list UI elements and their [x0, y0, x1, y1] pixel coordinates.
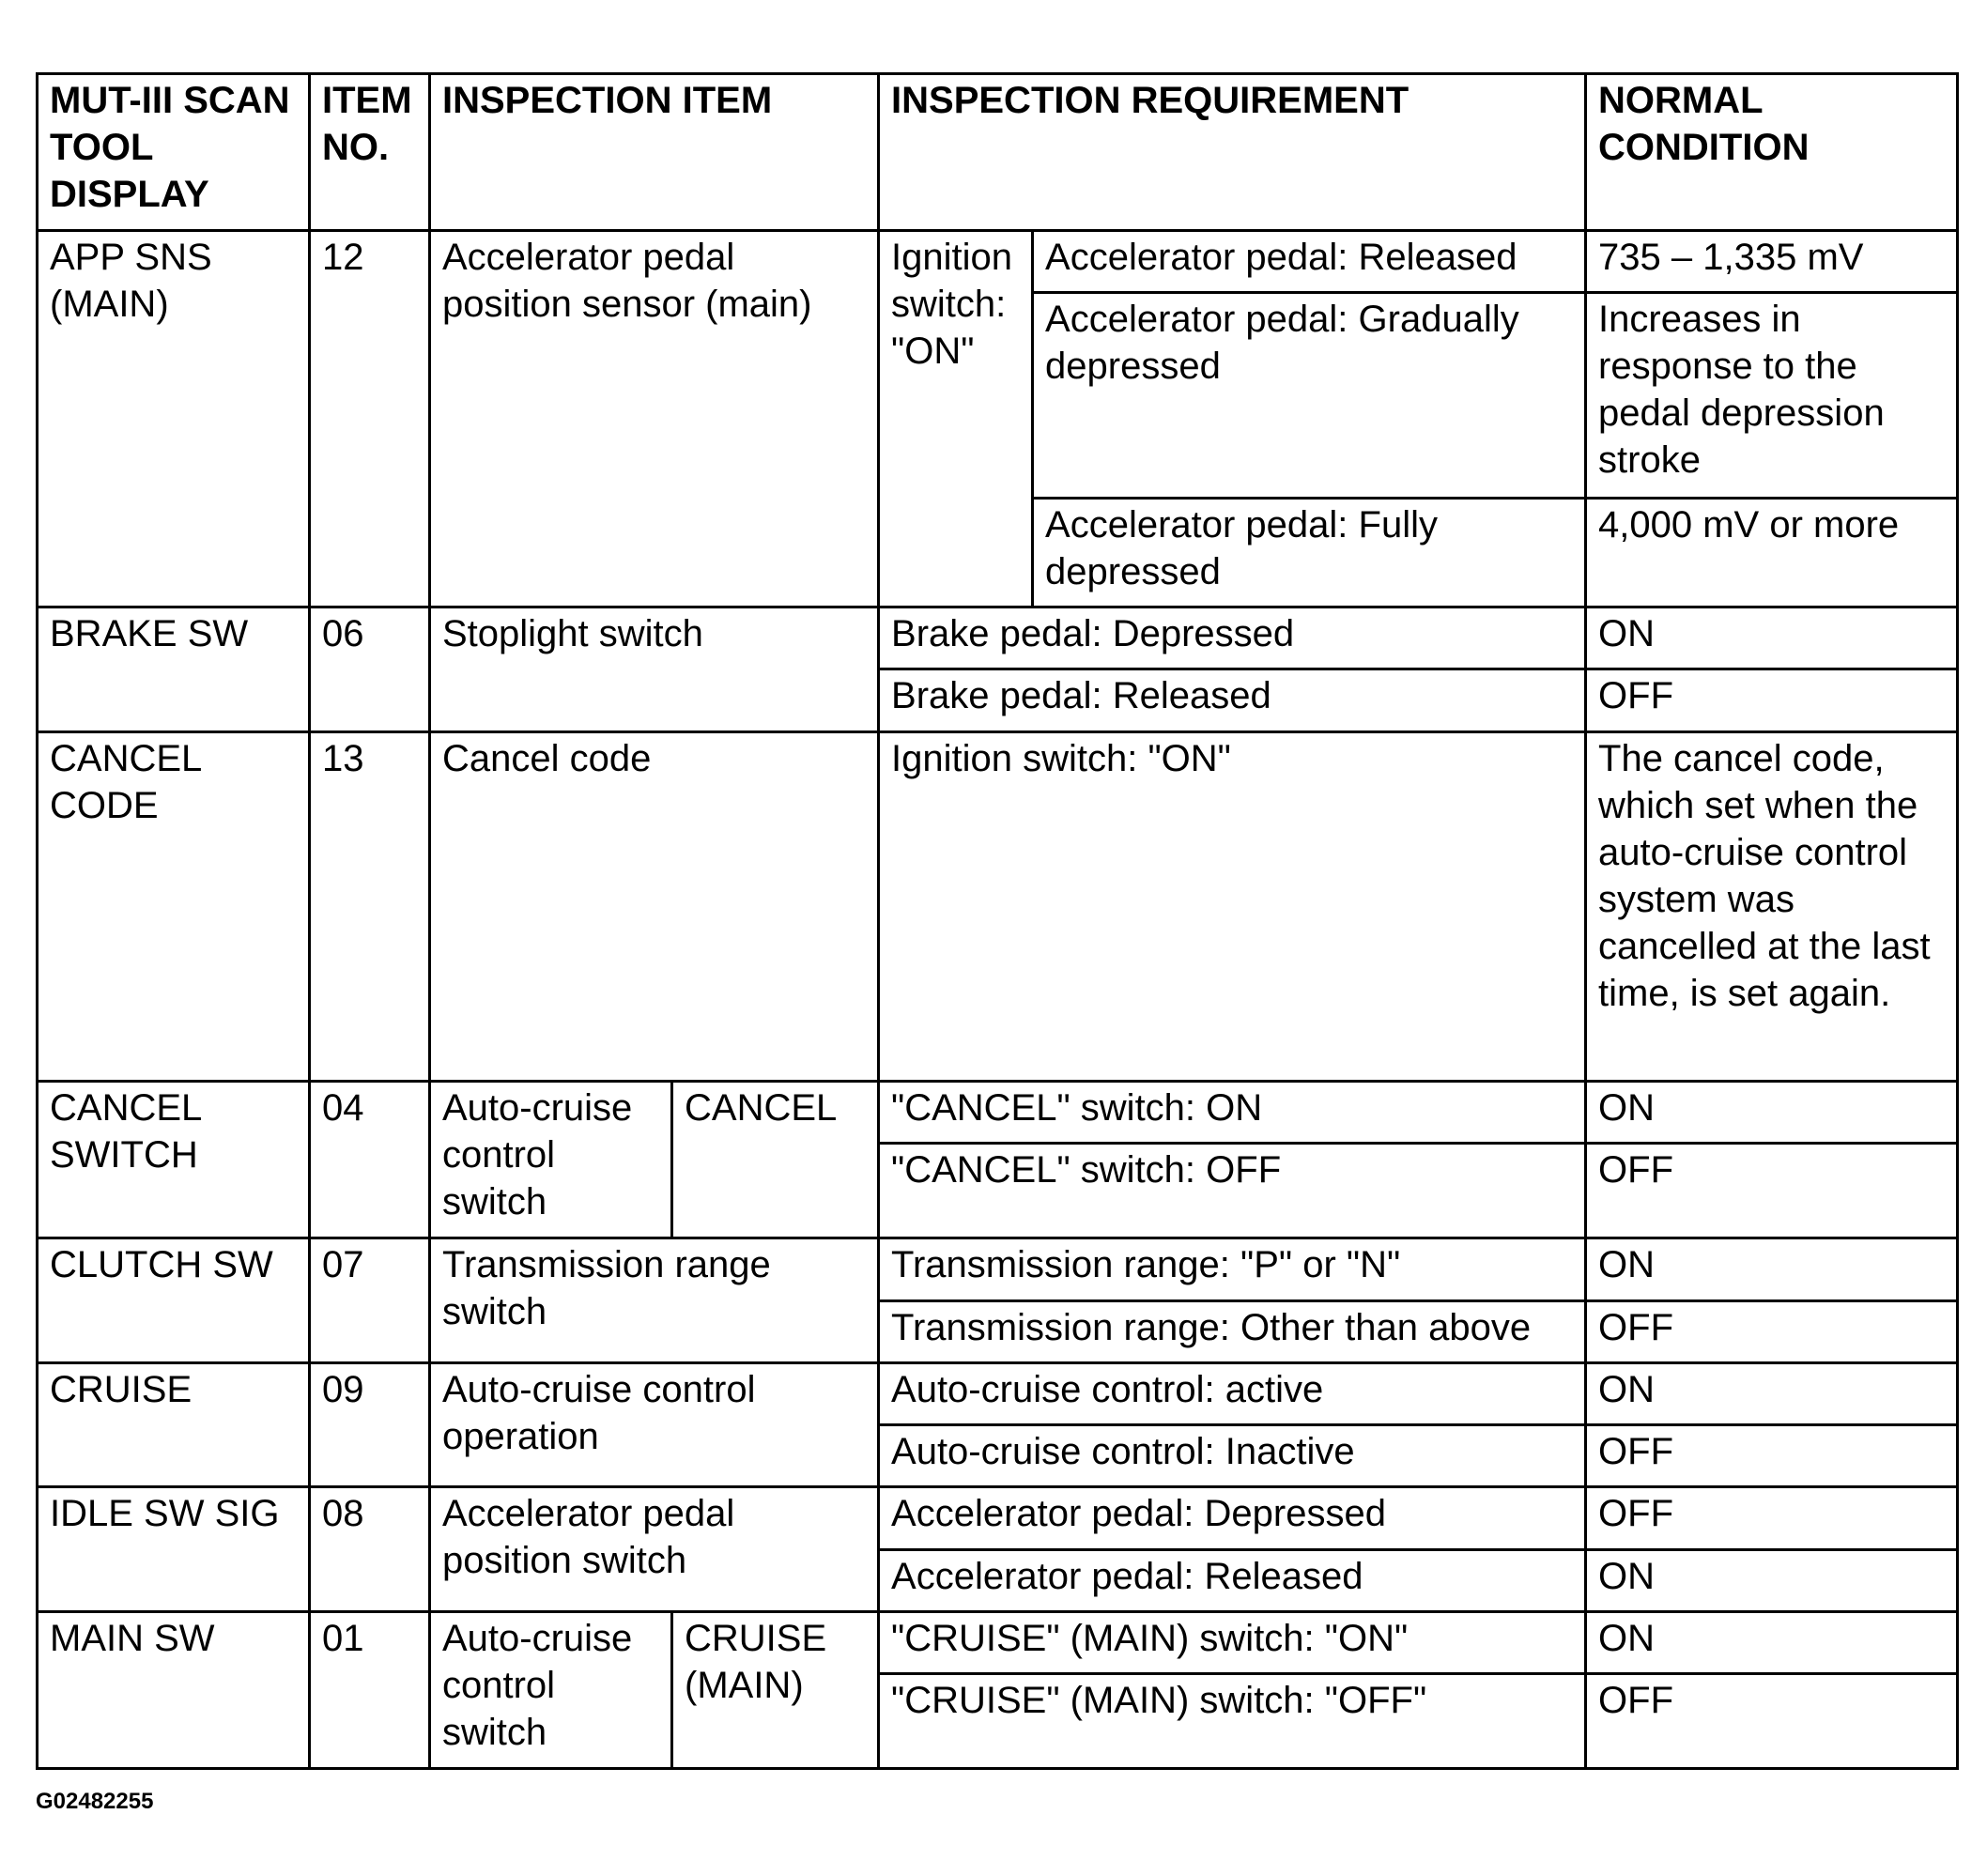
header-display: MUT-III SCAN TOOL DISPLAY [38, 74, 310, 231]
requirement-cell: Accelerator pedal: Released [1033, 231, 1586, 293]
normal-condition-cell: 4,000 mV or more [1586, 499, 1958, 607]
table-row [38, 1238, 1958, 1300]
normal-condition-cell: OFF [1586, 1300, 1958, 1362]
inspection-item-cell: Transmission range switch [430, 1238, 879, 1362]
requirement-cell: "CRUISE" (MAIN) switch: "OFF" [879, 1673, 1586, 1768]
requirement-cell: Transmission range: Other than above [879, 1300, 1586, 1362]
requirement-cell: "CANCEL" switch: ON [879, 1081, 1586, 1143]
item-no-cell: 12 [310, 231, 430, 607]
requirement-cell: Brake pedal: Released [879, 669, 1586, 732]
switch-name-cell: CANCEL [672, 1081, 879, 1238]
inspection-item-cell: Stoplight switch [430, 607, 879, 732]
requirement-cell: Brake pedal: Depressed [879, 607, 1586, 669]
table-row [38, 1611, 1958, 1673]
header-item-no: ITEM NO. [310, 74, 430, 231]
inspection-spec-table [36, 72, 1959, 1770]
requirement-cell: Transmission range: "P" or "N" [879, 1238, 1586, 1300]
normal-condition-cell: The cancel code, which set when the auto-cruise control system was cancelled at the last time, is set again. [1586, 732, 1958, 1081]
display-cell: CANCEL CODE [38, 732, 310, 1081]
normal-condition-cell: ON [1586, 1362, 1958, 1424]
display-cell: IDLE SW SIG [38, 1486, 310, 1611]
item-no-cell: 08 [310, 1486, 430, 1611]
item-no-cell: 04 [310, 1081, 430, 1238]
requirement-cell: Accelerator pedal: Depressed [879, 1486, 1586, 1549]
item-no-cell: 06 [310, 607, 430, 732]
normal-condition-cell: ON [1586, 1549, 1958, 1611]
normal-condition-cell: ON [1586, 1238, 1958, 1300]
requirement-cell: Ignition switch: "ON" [879, 732, 1586, 1081]
normal-condition-cell: OFF [1586, 1486, 1958, 1549]
display-cell: CRUISE [38, 1362, 310, 1486]
item-no-cell: 07 [310, 1238, 430, 1362]
display-cell: CANCEL SWITCH [38, 1081, 310, 1238]
header-inspection-requirement: INSPECTION REQUIREMENT [879, 74, 1586, 231]
requirement-cell: "CRUISE" (MAIN) switch: "ON" [879, 1611, 1586, 1673]
item-no-cell: 13 [310, 732, 430, 1081]
figure-id: G02482255 [36, 1789, 154, 1814]
inspection-item-cell: Auto-cruise control operation [430, 1362, 879, 1486]
header-inspection-item: INSPECTION ITEM [430, 74, 879, 231]
normal-condition-cell: ON [1586, 607, 1958, 669]
requirement-cell: Auto-cruise control: active [879, 1362, 1586, 1424]
normal-condition-cell: OFF [1586, 1424, 1958, 1486]
requirement-cell: Accelerator pedal: Fully depressed [1033, 499, 1586, 607]
inspection-item-cell: Auto-cruise control switch [430, 1081, 672, 1238]
normal-condition-cell: OFF [1586, 1143, 1958, 1238]
switch-name-cell: CRUISE (MAIN) [672, 1611, 879, 1768]
requirement-cell: Accelerator pedal: Released [879, 1549, 1586, 1611]
display-cell: BRAKE SW [38, 607, 310, 732]
requirement-condition-cell: Ignition switch: "ON" [879, 231, 1033, 607]
display-cell: APP SNS (MAIN) [38, 231, 310, 607]
normal-condition-cell: OFF [1586, 1673, 1958, 1768]
normal-condition-cell: Increases in response to the pedal depression stroke [1586, 293, 1958, 499]
table-row [38, 1486, 1958, 1549]
normal-condition-cell: 735 – 1,335 mV [1586, 231, 1958, 293]
display-cell: CLUTCH SW [38, 1238, 310, 1362]
normal-condition-cell: ON [1586, 1081, 1958, 1143]
inspection-item-cell: Auto-cruise control switch [430, 1611, 672, 1768]
requirement-cell: "CANCEL" switch: OFF [879, 1143, 1586, 1238]
requirement-cell: Accelerator pedal: Gradually depressed [1033, 293, 1586, 499]
normal-condition-cell: ON [1586, 1611, 1958, 1673]
table-row [38, 1362, 1958, 1424]
display-cell: MAIN SW [38, 1611, 310, 1768]
header-row [38, 74, 1958, 231]
table-row [38, 1081, 1958, 1143]
header-normal-condition: NORMAL CONDITION [1586, 74, 1958, 231]
inspection-item-cell: Accelerator pedal position switch [430, 1486, 879, 1611]
inspection-item-cell: Cancel code [430, 732, 879, 1081]
item-no-cell: 09 [310, 1362, 430, 1486]
table-row [38, 231, 1958, 293]
normal-condition-cell: OFF [1586, 669, 1958, 732]
requirement-cell: Auto-cruise control: Inactive [879, 1424, 1586, 1486]
table-row [38, 732, 1958, 1081]
table-row [38, 607, 1958, 669]
item-no-cell: 01 [310, 1611, 430, 1768]
inspection-item-cell: Accelerator pedal position sensor (main) [430, 231, 879, 607]
